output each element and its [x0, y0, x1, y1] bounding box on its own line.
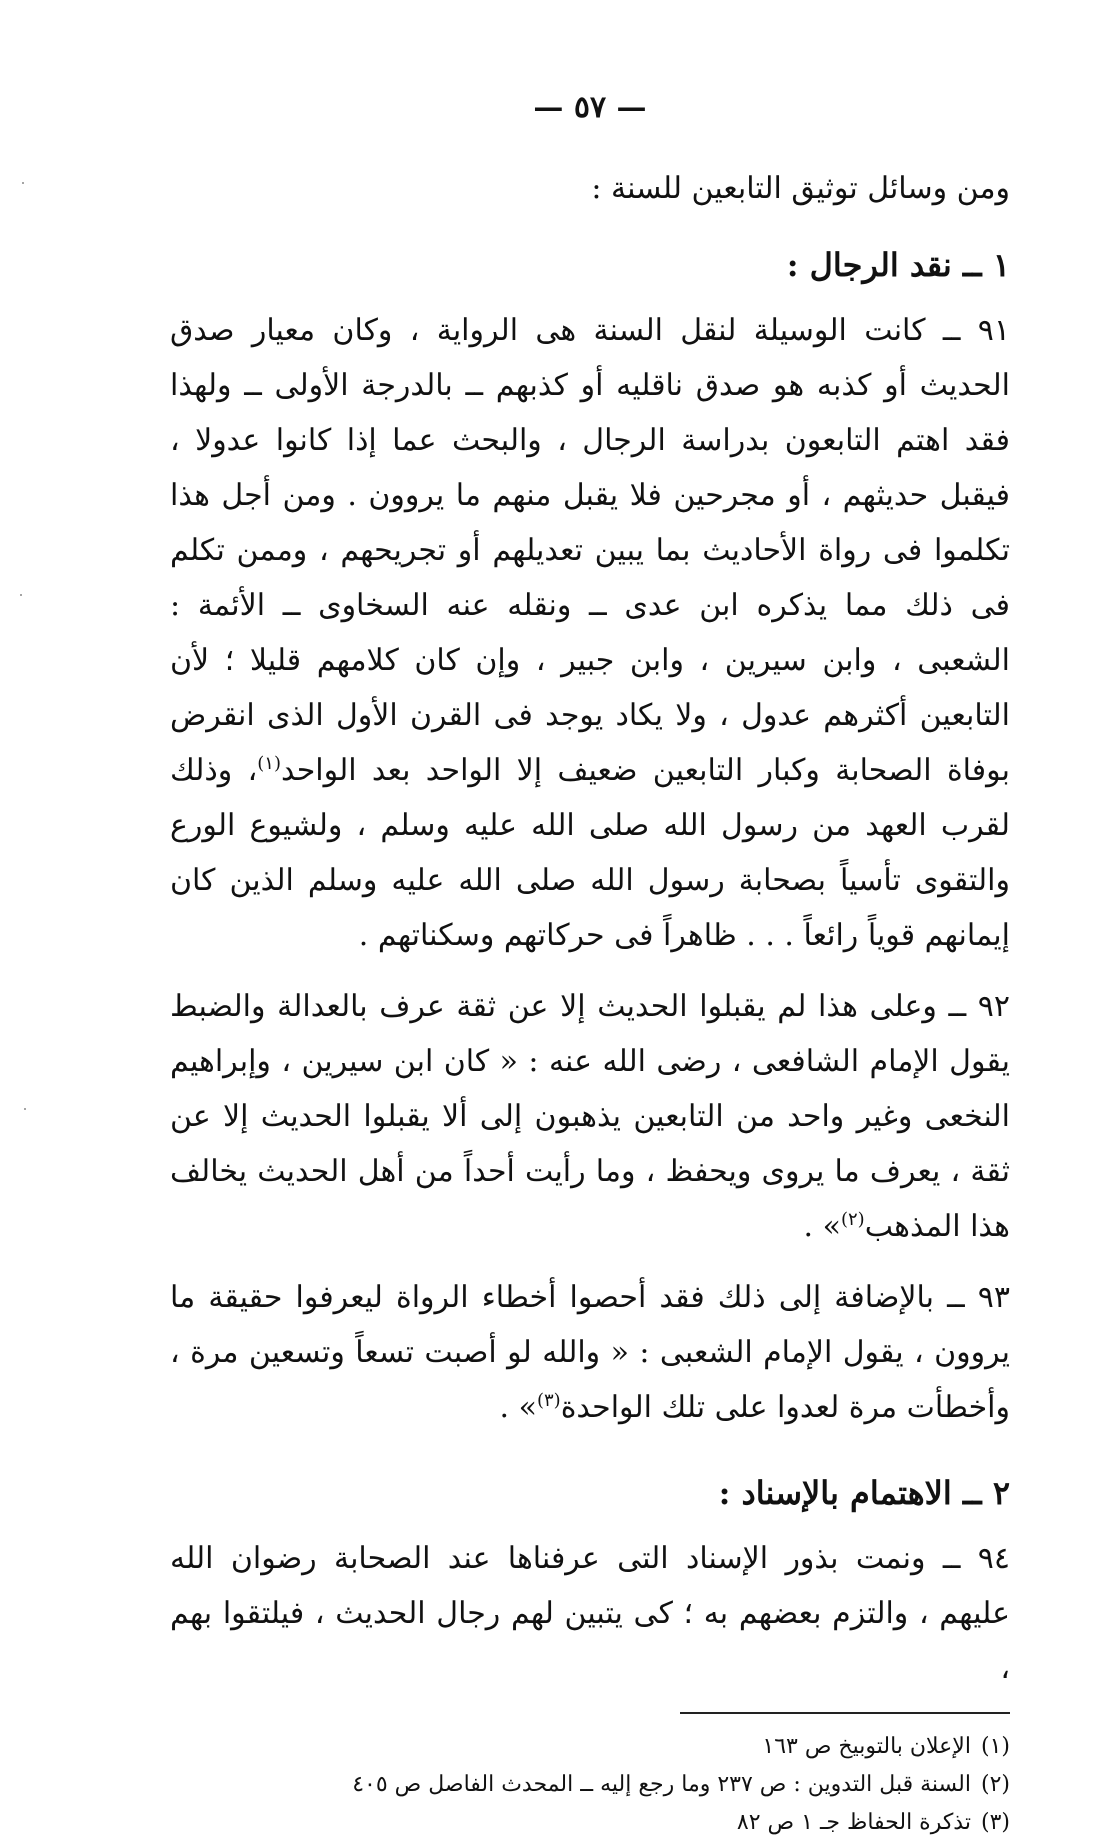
- scan-speck: [24, 1108, 26, 1110]
- footnote-ref: (١): [257, 753, 281, 774]
- section-rijal-criticism: [170, 235, 1010, 1435]
- footnote-text: الإعلان بالتوبيخ ص ١٦٣: [762, 1734, 971, 1759]
- paragraph-text-continued: ، وذلك لقرب العهد من رسول الله صلى الله عليه وسلم ، ولشيوع الورع والتقوى تأسياً بصحابة رسول الله صلى الله عليه وسلم الذين كان إيمانهم قوياً رائعاً . . . ظاهراً فى حركاتهم وسكناتهم .: [170, 753, 1010, 953]
- footnote-2: [170, 1766, 1010, 1804]
- footnote-number: (٢): [980, 1772, 1010, 1797]
- section-heading: ١ ــ نقد الرجال :: [786, 246, 1010, 284]
- footnote-number: (١): [980, 1734, 1010, 1759]
- footnote-ref: (٣): [536, 1390, 561, 1411]
- paragraph-text: ٩٢ ــ وعلى هذا لم يقبلوا الحديث إلا عن ثقة عرف بالعدالة والضبط يقول الإمام الشافعى ، رضى الله عنه : « كان ابن سيرين ، وإبراهيم النخعى وغير واحد من التابعين يذهبون إلى ألا يقبلوا الحديث إلا عن ثقة ، يعرف ما يروى ويحفظ ، وما رأيت أحداً من أهل الحديث يخالف هذا المذهب: [170, 989, 1010, 1244]
- paragraph-text: ٩٤ ــ ونمت بذور الإسناد التى عرفناها عند الصحابة رضوان الله عليهم ، والتزم بعضهم به ؛ كى يتبين لهم رجال الحديث ، فيلتقوا بهم ،: [170, 1541, 1010, 1686]
- page-number: — ٥٧ —: [533, 90, 647, 125]
- intro-line: ومن وسائل توثيق التابعين للسنة :: [591, 171, 1010, 206]
- footnote-1: [170, 1728, 1010, 1766]
- section-heading: ٢ ــ الاهتمام بالإسناد :: [718, 1474, 1010, 1512]
- paragraph-94: [170, 1531, 1010, 1696]
- footnote-ref: (٢): [840, 1209, 865, 1230]
- document-page: [170, 90, 1010, 1842]
- paragraph-text: ٩٣ ــ بالإضافة إلى ذلك فقد أحصوا أخطاء الرواة ليعرفوا حقيقة ما يروون ، يقول الإمام الشعبى : « والله لو أصبت تسعاً وتسعين مرة ، وأخطأت مرة لعدوا على تلك الواحدة: [170, 1280, 1010, 1425]
- section-isnad: [170, 1463, 1010, 1696]
- paragraph-text: ٩١ ــ كانت الوسيلة لنقل السنة هى الرواية ، وكان معيار صدق الحديث أو كذبه هو صدق ناقليه أو كذبهم ــ بالدرجة الأولى ــ ولهذا فقد اهتم التابعون بدراسة الرجال ، والبحث عما إذا كانوا عدولا ، فيقبل حديثهم ، أو مجرحين فلا يقبل منهم ما يروون . ومن أجل هذا تكلموا فى رواة الأحاديث بما يبين تعديلهم أو تجريحهم ، وممن تكلم فى ذلك مما يذكره ابن عدى ــ ونقله عنه السخاوى ــ الأئمة : الشعبى ، وابن سيرين ، وابن جبير ، وإن كان كلامهم قليلا ؛ لأن التابعين أكثرهم عدول ، ولا يكاد يوجد فى القرن الأول الذى انقرض بوفاة الصحابة وكبار التابعين ضعيف إلا الواحد بعد الواحد: [170, 313, 1010, 788]
- footnote-text: تذكرة الحفاظ جـ ١ ص ٨٢: [736, 1810, 971, 1835]
- paragraph-92: [170, 979, 1010, 1254]
- footnote-number: (٣): [980, 1810, 1010, 1835]
- paragraph-91: [170, 303, 1010, 963]
- footnote-3: [170, 1804, 1010, 1842]
- footnote-text: السنة قبل التدوين : ص ٢٣٧ وما رجع إليه ــ المحدث الفاصل ص ٤٠٥: [352, 1772, 971, 1797]
- paragraph-text-continued: » .: [499, 1390, 537, 1425]
- paragraph-text-continued: » .: [803, 1209, 841, 1244]
- scan-speck: [22, 182, 24, 184]
- paragraph-93: [170, 1270, 1010, 1435]
- footnote-divider: [680, 1712, 1010, 1714]
- footnotes: [170, 1728, 1010, 1842]
- scan-speck: [20, 594, 22, 596]
